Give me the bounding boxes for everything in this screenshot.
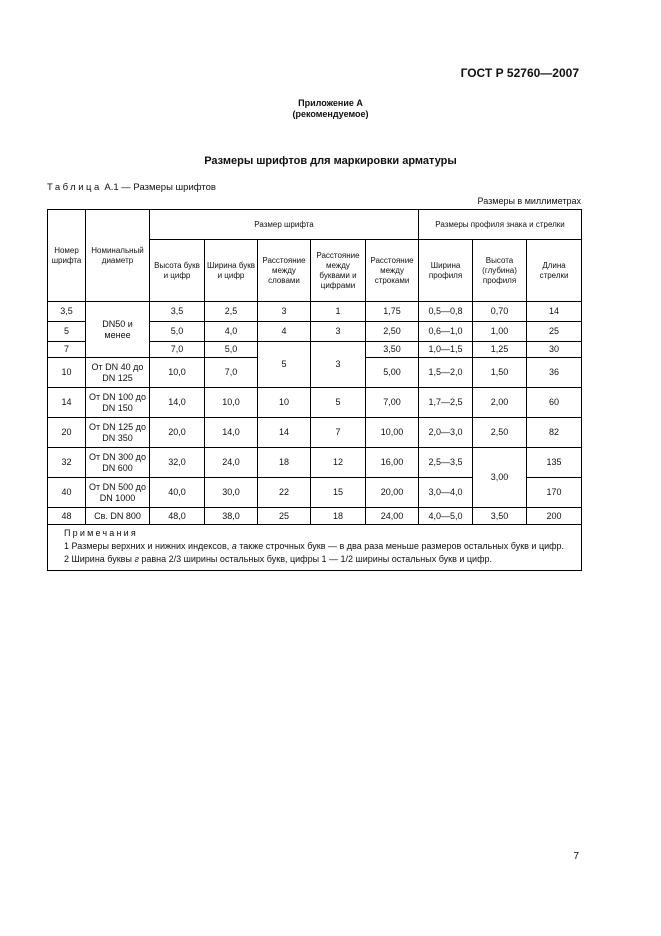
cell-diameter: DN50 и менее [86,302,150,358]
cell-char-gap: 7 [311,418,366,448]
cell-line-gap: 1,75 [366,302,419,322]
table-row [48,388,582,418]
table-caption-prefix: Таблица [47,182,102,193]
cell-letter-height: 7,0 [150,342,205,358]
cell-letter-height: 32,0 [150,448,205,478]
cell-arrow-length: 14 [527,302,582,322]
header-letter-width: Ширина букв и цифр [205,240,258,302]
cell-profile-height: 1,25 [473,342,527,358]
cell-char-gap: 12 [311,448,366,478]
cell-char-gap: 18 [311,508,366,525]
cell-char-gap: 1 [311,302,366,322]
cell-letter-width: 38,0 [205,508,258,525]
cell-word-gap: 3 [258,302,311,322]
appendix-title: Приложение А [298,98,363,108]
cell-letter-width: 4,0 [205,322,258,342]
note-1 [52,540,577,553]
header-font-no: Номер шрифта [48,210,86,302]
header-word-gap: Расстояние между словами [258,240,311,302]
cell-char-gap: 5 [311,388,366,418]
cell-profile-width: 1,7—2,5 [419,388,473,418]
section-title: Размеры шрифтов для маркировки арматуры [204,155,457,167]
cell-letter-height: 20,0 [150,418,205,448]
cell-line-gap: 7,00 [366,388,419,418]
note-2-part-a: 2 Ширина буквы [64,554,135,564]
cell-profile-height: 1,50 [473,358,527,388]
cell-word-gap: 10 [258,388,311,418]
cell-char-gap: 3 [311,342,366,388]
cell-line-gap: 2,50 [366,322,419,342]
note-1-italic: а [231,541,237,551]
header-letter-height: Высота букв и цифр [150,240,205,302]
cell-letter-width: 7,0 [205,358,258,388]
cell-arrow-length: 82 [527,418,582,448]
cell-word-gap: 25 [258,508,311,525]
cell-font-no: 40 [48,478,86,508]
cell-font-no: 14 [48,388,86,418]
font-size-table [47,209,582,571]
cell-word-gap: 4 [258,322,311,342]
cell-profile-height: 3,50 [473,508,527,525]
cell-profile-width: 4,0—5,0 [419,508,473,525]
cell-profile-width: 0,5—0,8 [419,302,473,322]
cell-font-no: 5 [48,322,86,342]
cell-arrow-length: 170 [527,478,582,508]
cell-font-no: 7 [48,342,86,358]
table-caption [47,182,216,193]
cell-profile-width: 2,5—3,5 [419,448,473,478]
cell-profile-width: 1,0—1,5 [419,342,473,358]
note-2-italic: г [134,554,139,564]
page-number: 7 [573,851,579,862]
cell-line-gap: 5,00 [366,358,419,388]
note-1-part-c: также строчных букв — в два раза меньше размеров остальных букв и цифр. [236,541,565,551]
header-line-gap: Расстояние между строками [366,240,419,302]
cell-diameter: От DN 40 до DN 125 [86,358,150,388]
cell-arrow-length: 36 [527,358,582,388]
cell-profile-height: 2,00 [473,388,527,418]
cell-diameter: От DN 500 до DN 1000 [86,478,150,508]
cell-profile-height: 1,00 [473,322,527,342]
cell-letter-height: 48,0 [150,508,205,525]
notes-heading: Примечания [64,528,138,538]
header-profile-width: Ширина профиля [419,240,473,302]
cell-diameter: От DN 125 до DN 350 [86,418,150,448]
cell-letter-height: 40,0 [150,478,205,508]
cell-font-no: 20 [48,418,86,448]
cell-line-gap: 3,50 [366,342,419,358]
note-2 [52,553,577,566]
cell-arrow-length: 135 [527,448,582,478]
cell-profile-width: 0,6—1,0 [419,322,473,342]
cell-profile-width: 3,0—4,0 [419,478,473,508]
cell-letter-width: 24,0 [205,448,258,478]
cell-diameter: От DN 300 до DN 600 [86,448,150,478]
table-notes [48,525,582,571]
cell-profile-height: 0,70 [473,302,527,322]
cell-profile-width: 1,5—2,0 [419,358,473,388]
table-row [48,418,582,448]
header-font-size: Размер шрифта [150,210,419,240]
cell-profile-width: 2,0—3,0 [419,418,473,448]
cell-word-gap: 18 [258,448,311,478]
cell-diameter: Св. DN 800 [86,508,150,525]
cell-line-gap: 16,00 [366,448,419,478]
cell-word-gap: 5 [258,342,311,388]
document-id: ГОСТ Р 52760—2007 [460,66,579,80]
cell-arrow-length: 25 [527,322,582,342]
cell-line-gap: 24,00 [366,508,419,525]
cell-letter-width: 5,0 [205,342,258,358]
header-char-gap: Расстояние между буквами и цифрами [311,240,366,302]
cell-line-gap: 20,00 [366,478,419,508]
header-profile-height: Высота (глубина) профиля [473,240,527,302]
cell-arrow-length: 200 [527,508,582,525]
cell-line-gap: 10,00 [366,418,419,448]
cell-letter-width: 30,0 [205,478,258,508]
header-diameter: Номинальный диаметр [86,210,150,302]
cell-letter-height: 10,0 [150,358,205,388]
cell-letter-height: 14,0 [150,388,205,418]
cell-char-gap: 15 [311,478,366,508]
note-2-part-c: равна 2/3 ширины остальных букв, цифры 1 — 1/2 ширины остальных букв и цифр. [138,554,492,564]
cell-font-no: 48 [48,508,86,525]
cell-char-gap: 3 [311,322,366,342]
table-caption-text: А.1 — Размеры шрифтов [104,182,216,193]
cell-font-no: 32 [48,448,86,478]
cell-font-no: 3,5 [48,302,86,322]
cell-arrow-length: 30 [527,342,582,358]
cell-letter-height: 3,5 [150,302,205,322]
header-profile: Размеры профиля знака и стрелки [419,210,582,240]
cell-profile-height: 3,00 [473,448,527,508]
cell-arrow-length: 60 [527,388,582,418]
cell-word-gap: 14 [258,418,311,448]
cell-profile-height: 2,50 [473,418,527,448]
cell-letter-height: 5,0 [150,322,205,342]
cell-font-no: 10 [48,358,86,388]
cell-letter-width: 14,0 [205,418,258,448]
table-row [48,508,582,525]
header-arrow-length: Длина стрелки [527,240,582,302]
cell-letter-width: 2,5 [205,302,258,322]
cell-diameter: От DN 100 до DN 150 [86,388,150,418]
cell-word-gap: 22 [258,478,311,508]
cell-letter-width: 10,0 [205,388,258,418]
units-note: Размеры в миллиметрах [477,196,581,206]
table-row [48,302,582,322]
note-1-part-a: 1 Размеры верхних и нижних индексов, [64,541,232,551]
table-row [48,448,582,478]
appendix-status: (рекомендуемое) [292,109,369,119]
